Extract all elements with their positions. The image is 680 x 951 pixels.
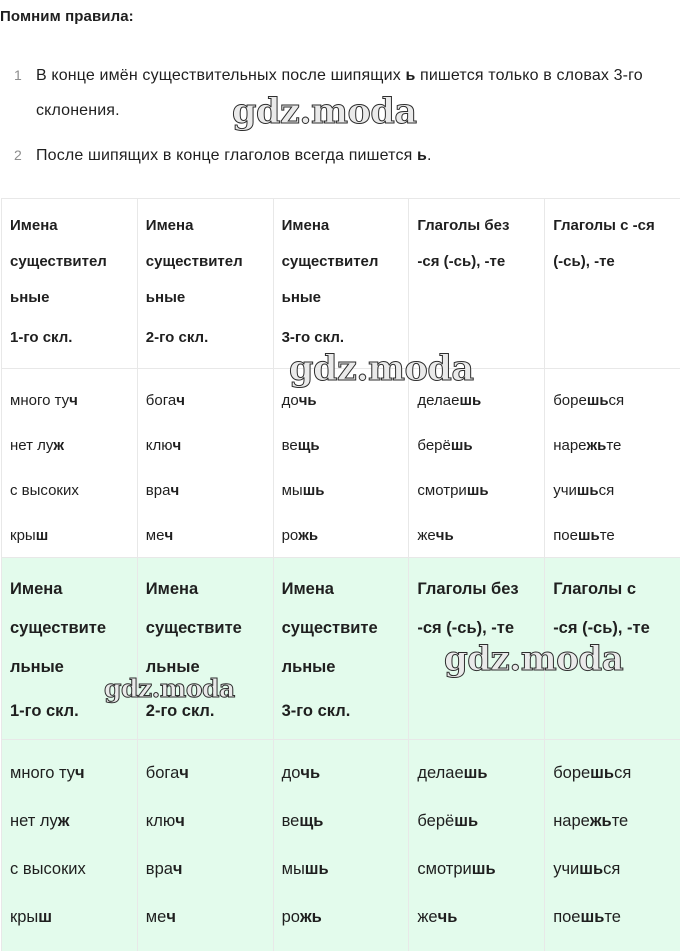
example-word — [417, 893, 544, 941]
header-line: -ся (-сь), -те — [553, 619, 650, 637]
word-part: много ту — [10, 764, 76, 782]
word-ending: ч — [166, 908, 176, 926]
word-ending: шь — [304, 860, 329, 878]
header-line: Имена — [281, 217, 330, 234]
word-ending: шь — [302, 482, 325, 499]
declension-label: 1-го скл. — [10, 702, 79, 720]
word-ending: ч — [172, 437, 182, 454]
word-part: кры — [10, 527, 36, 544]
word-ending: шь — [576, 482, 599, 499]
word-part: ме — [145, 908, 167, 926]
header-cell — [137, 558, 273, 740]
watermark: gdz.moda — [444, 639, 624, 679]
header-line: -ся (-сь), -те — [417, 619, 514, 637]
header-line: Глаголы с — [553, 580, 637, 598]
word-part: ся — [598, 482, 615, 499]
word-ending: ч — [164, 527, 174, 544]
header-line: существите — [10, 619, 107, 637]
example-cell — [273, 369, 409, 559]
header-cell — [545, 558, 680, 740]
word-part: много ту — [10, 392, 70, 409]
example-word — [417, 845, 544, 893]
word-part: бога — [145, 764, 180, 782]
word-ending: шь — [579, 860, 604, 878]
word-part: ся — [608, 392, 625, 409]
example-word — [417, 797, 544, 845]
word-part: вра — [145, 860, 173, 878]
word-ending: шь — [471, 860, 496, 878]
example-word — [553, 468, 680, 513]
example-word — [146, 423, 273, 468]
example-word — [10, 423, 137, 468]
word-part: учи — [553, 482, 577, 499]
word-ending: ч — [172, 860, 183, 878]
watermark: gdz.moda — [104, 674, 235, 703]
watermark: gdz.moda — [232, 91, 417, 132]
header-cell — [2, 199, 138, 369]
rule-text: В конце имён существительных после шипящих — [36, 67, 406, 84]
word-part: те — [604, 908, 621, 926]
declension-label: 3-го скл. — [281, 329, 345, 346]
word-ending: шь — [459, 392, 482, 409]
rules-list — [0, 58, 680, 173]
header-line: Глаголы с -ся — [553, 217, 655, 234]
example-word — [146, 378, 273, 423]
word-part: же — [417, 908, 438, 926]
example-word — [282, 423, 409, 468]
header-line: -ся (-сь), -те — [417, 253, 506, 270]
header-cell — [545, 199, 680, 369]
word-part: ро — [281, 527, 299, 544]
example-cell — [545, 369, 680, 559]
example-cell — [273, 740, 409, 951]
example-word — [553, 893, 680, 941]
example-word — [146, 845, 273, 893]
rule-text: . — [427, 147, 432, 164]
word-part: клю — [145, 437, 173, 454]
word-ending: шь — [578, 527, 600, 544]
example-word — [553, 423, 680, 468]
table-row — [2, 369, 680, 559]
declension-label: 3-го скл. — [281, 702, 351, 720]
word-ending: жь — [589, 812, 612, 830]
rule-number: 2 — [14, 147, 22, 163]
declension-label: 2-го скл. — [145, 329, 209, 346]
word-ending: шь — [463, 764, 488, 782]
header-line: льные — [145, 658, 200, 676]
example-word — [417, 513, 544, 558]
example-word — [10, 749, 137, 797]
word-part: те — [611, 812, 629, 830]
example-word — [10, 513, 137, 558]
word-part: берё — [417, 812, 455, 830]
word-ending: ш — [38, 908, 53, 926]
word-part: пое — [553, 908, 581, 926]
header-line: Глаголы без — [417, 217, 510, 234]
word-ending: ч — [75, 764, 85, 782]
word-part: ме — [145, 527, 165, 544]
example-word — [146, 893, 273, 941]
table-header-row — [2, 558, 680, 740]
header-line: Имена — [10, 217, 58, 234]
word-part: боре — [553, 392, 587, 409]
word-ending: шь — [580, 908, 605, 926]
header-cell — [273, 558, 409, 740]
word-part: мы — [281, 482, 303, 499]
examples-table-highlighted — [1, 557, 680, 951]
rule-item — [0, 58, 680, 132]
word-ending: ж — [57, 812, 70, 830]
example-word — [553, 797, 680, 845]
word-part: с высоких — [10, 482, 79, 499]
word-part: пое — [553, 527, 578, 544]
header-line: льные — [281, 658, 336, 676]
word-ending: щь — [297, 437, 320, 454]
word-part: смотри — [417, 482, 467, 499]
word-part: делае — [417, 392, 460, 409]
example-word — [146, 513, 273, 558]
word-part: смотри — [417, 860, 472, 878]
rule-text: пишется только в словах 3-го склонения. — [36, 67, 643, 119]
header-cell — [2, 558, 138, 740]
example-word — [282, 468, 409, 513]
rule-number: 1 — [14, 67, 22, 83]
word-part: мы — [281, 860, 305, 878]
rule-text: После шипящих в конце глаголов всегда пишется — [36, 147, 418, 164]
word-ending: шь — [590, 764, 615, 782]
example-word — [553, 749, 680, 797]
watermark: gdz.moda — [289, 348, 474, 389]
word-part: ся — [603, 860, 621, 878]
word-part: наре — [553, 437, 587, 454]
word-part: ся — [614, 764, 632, 782]
example-cell — [545, 740, 680, 951]
example-cell — [2, 740, 138, 951]
word-part: с высоких — [10, 860, 86, 878]
example-word — [10, 378, 137, 423]
word-ending: чь — [298, 392, 317, 409]
example-cell — [137, 740, 273, 951]
example-word — [553, 378, 680, 423]
word-ending: ч — [179, 764, 189, 782]
header-cell — [137, 199, 273, 369]
word-ending: шь — [466, 482, 489, 499]
word-part: учи — [553, 860, 580, 878]
word-ending: ч — [175, 812, 185, 830]
word-part: бога — [145, 392, 177, 409]
rule-item — [0, 138, 680, 173]
rule-soft-sign: ь — [417, 147, 428, 164]
example-word — [282, 378, 409, 423]
example-cell — [137, 369, 273, 559]
word-ending: жь — [298, 527, 319, 544]
header-line: Глаголы без — [417, 580, 519, 598]
header-cell — [409, 199, 545, 369]
example-word — [553, 513, 680, 558]
word-ending: жь — [586, 437, 607, 454]
word-ending: жь — [299, 908, 322, 926]
word-part: ро — [281, 908, 300, 926]
word-part: ве — [281, 437, 298, 454]
example-word — [10, 468, 137, 513]
header-line: существител — [281, 253, 379, 270]
word-part: боре — [553, 764, 591, 782]
example-word — [10, 893, 137, 941]
header-line: ьные — [10, 289, 50, 306]
header-line: существител — [10, 253, 107, 270]
header-cell — [409, 558, 545, 740]
example-cell — [2, 369, 138, 559]
header-line: Имена — [145, 580, 199, 598]
table-header-row — [2, 199, 680, 369]
word-part: нет лу — [10, 812, 58, 830]
example-word — [282, 749, 409, 797]
example-word — [417, 378, 544, 423]
word-ending: ч — [176, 392, 185, 409]
example-word — [417, 749, 544, 797]
example-word — [282, 845, 409, 893]
header-cell — [273, 199, 409, 369]
word-ending: ч — [69, 392, 78, 409]
example-word — [282, 513, 409, 558]
word-ending: чь — [300, 764, 321, 782]
example-word — [146, 749, 273, 797]
header-line: льные — [10, 658, 64, 676]
example-word — [282, 797, 409, 845]
declension-label: 1-го скл. — [10, 329, 73, 346]
word-ending: шь — [586, 392, 609, 409]
word-ending: ш — [35, 527, 49, 544]
word-part: до — [281, 392, 299, 409]
word-part: те — [606, 437, 622, 454]
header-line: Имена — [281, 580, 334, 598]
example-word — [417, 423, 544, 468]
example-cell — [409, 369, 545, 559]
word-ending: ж — [53, 437, 65, 454]
word-ending: шь — [450, 437, 473, 454]
word-ending: шь — [454, 812, 479, 830]
table-row — [2, 740, 680, 951]
rule-soft-sign: ь — [405, 67, 416, 84]
rules-heading: Помним правила: — [0, 8, 134, 25]
header-line: Имена — [145, 217, 194, 234]
header-line: Имена — [10, 580, 63, 598]
word-part: наре — [553, 812, 590, 830]
word-ending: чь — [437, 908, 458, 926]
example-word — [146, 468, 273, 513]
header-line: существител — [145, 253, 243, 270]
example-word — [10, 797, 137, 845]
example-word — [282, 893, 409, 941]
word-part: клю — [145, 812, 176, 830]
example-cell — [409, 740, 545, 951]
word-part: берё — [417, 437, 451, 454]
word-part: делае — [417, 764, 464, 782]
word-part: же — [417, 527, 436, 544]
word-part: кры — [10, 908, 39, 926]
header-line: (-сь), -те — [553, 253, 615, 270]
word-part: вра — [145, 482, 171, 499]
header-line: существите — [281, 619, 378, 637]
example-word — [146, 797, 273, 845]
examples-table — [1, 198, 680, 559]
example-word — [553, 845, 680, 893]
header-line: ьные — [145, 289, 186, 306]
word-ending: щь — [299, 812, 324, 830]
example-word — [417, 468, 544, 513]
word-ending: чь — [435, 527, 454, 544]
example-word — [10, 845, 137, 893]
declension-label: 2-го скл. — [145, 702, 215, 720]
word-part: нет лу — [10, 437, 54, 454]
word-part: ве — [281, 812, 300, 830]
header-line: существите — [145, 619, 242, 637]
word-part: те — [599, 527, 615, 544]
header-line: ьные — [281, 289, 322, 306]
word-ending: ч — [170, 482, 180, 499]
word-part: до — [281, 764, 301, 782]
